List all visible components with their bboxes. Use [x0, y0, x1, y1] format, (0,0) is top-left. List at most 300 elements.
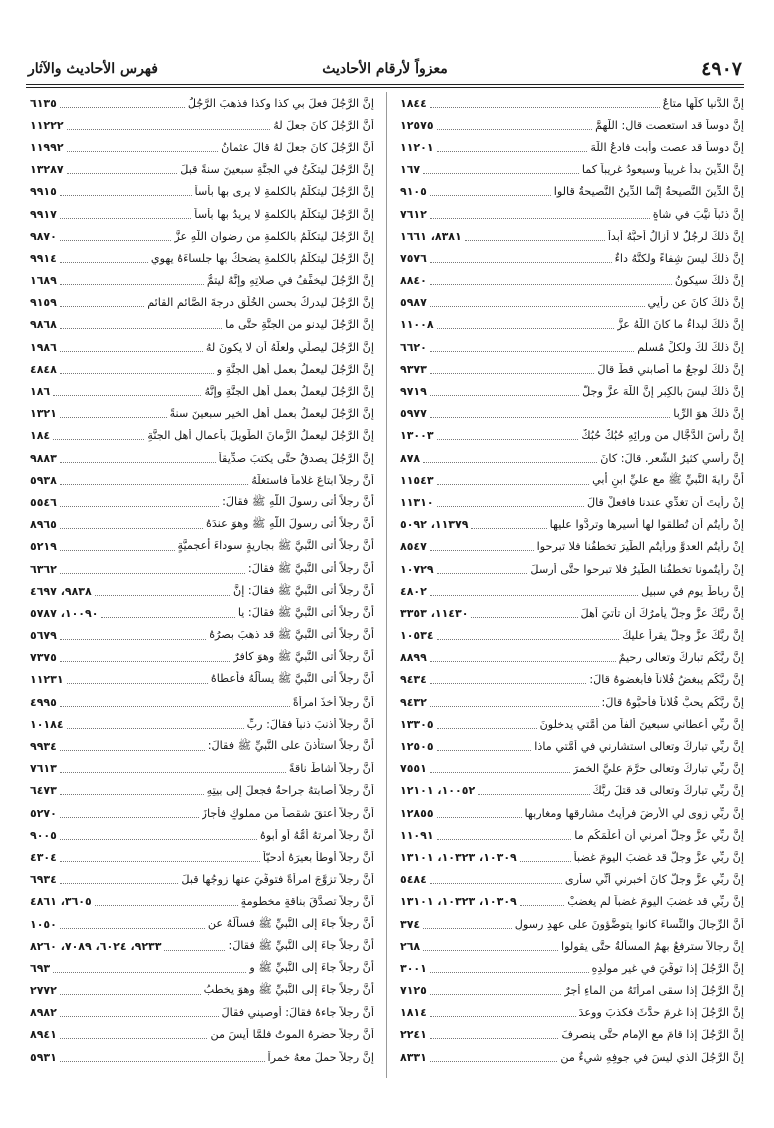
- entry-number: ١٦٧: [400, 163, 421, 177]
- index-entry: [30, 225, 374, 247]
- entry-text: أنَّ رجلاً حضرهُ الموتُ فلمَّا أيسَ من: [210, 1028, 374, 1042]
- index-entry: [30, 425, 374, 447]
- leader-dots: [423, 920, 512, 929]
- index-entry: [30, 891, 374, 913]
- leader-dots: [95, 587, 230, 596]
- leader-dots: [60, 210, 191, 219]
- leader-dots: [60, 742, 205, 751]
- entry-number: ١٨١٤: [400, 1006, 427, 1020]
- entry-number: ٥٩٨٧: [400, 296, 427, 310]
- index-entry: [30, 92, 374, 114]
- index-entry: [400, 469, 744, 491]
- entry-number: ٨٣٨١، ١٦٦١: [400, 229, 462, 243]
- entry-number: ١٦٨٩: [30, 274, 57, 288]
- entry-text: إنَّ ذلكَ لكَ ولكلِّ مُسلمٍ: [637, 340, 744, 354]
- index-entry: [30, 358, 374, 380]
- entry-text: إنَّ دوساً قد عصت وأبت فادعُ اللَّهَ: [590, 140, 744, 154]
- entry-text: إنَّ رباطَ يومٍ في سبيلِ: [641, 584, 744, 598]
- entry-number: ٩٨٨٣: [30, 451, 57, 465]
- entry-number: ٩٩١٥: [30, 185, 57, 199]
- entry-number: ١٨٦: [30, 385, 51, 399]
- index-entry: [30, 558, 374, 580]
- entry-number: ١١٣١٠: [400, 495, 434, 509]
- entry-number: ٣٦٠٥، ٤٨٦١: [30, 895, 92, 909]
- entry-text: إنَّ ذلكَ ليسَ بالكِبرِ إنَّ اللَّهَ عزَّ وجلَّ: [582, 385, 744, 399]
- entry-text: إنَّ ربَّكَ عزَّ وجلَّ يقرأُ عليكَ: [622, 629, 744, 643]
- index-entry: [400, 403, 744, 425]
- leader-dots: [60, 520, 203, 529]
- leader-dots: [430, 653, 616, 662]
- entry-number: ٥٩٧٧: [400, 407, 427, 421]
- entry-text: إنَّ ذلكَ لرجُلٌ لا أزالُ أحبُّهُ أبداً: [607, 229, 744, 243]
- index-entry: [400, 358, 744, 380]
- entry-number: ٩٤٣٤: [400, 673, 427, 687]
- entry-number: ٩٨٧٠: [30, 229, 57, 243]
- entry-number: ٣٠٠١: [400, 961, 427, 975]
- entry-number: ٥٢١٩: [30, 540, 57, 554]
- entry-number: ١٠٥٣٤: [400, 629, 434, 643]
- entry-text: إنَّ رجالاً سترفعُ بهمُ المسألةُ حتَّى يقولوا: [561, 939, 744, 953]
- entry-number: ٩٧١٩: [400, 385, 427, 399]
- index-entry: [30, 403, 374, 425]
- page-header: [26, 58, 744, 82]
- entry-text: أنَّ رجلاً أتى النَّبيَّ ﷺ وهوَ كافرٌ: [233, 650, 374, 664]
- leader-dots: [67, 121, 271, 130]
- leader-dots: [437, 565, 528, 574]
- entry-number: ١٢٥٠٥: [400, 740, 434, 754]
- entry-text: أنَّ رجلاً تصدَّقَ بناقةٍ مخطومةٍ: [240, 895, 374, 909]
- entry-text: إنَّ الرَّجُلَ ليصلِّي ولعلَّهُ أن لا يكونَ لهُ: [205, 340, 374, 354]
- entry-text: إنَّ الرَّجُلَ ليعملُ بعملِ أهلِ الخيرِ سبعينَ سنةً: [169, 407, 374, 421]
- entry-text: إنَّ الرَّجُلَ إذا غرمَ حدَّثَ فكذبَ ووعدَ: [578, 1006, 744, 1020]
- entry-number: ٥٦٧٩: [30, 629, 57, 643]
- leader-dots: [60, 809, 199, 818]
- entry-number: ٦٦٢٠: [400, 340, 427, 354]
- leader-dots: [60, 986, 201, 995]
- leader-dots: [60, 409, 167, 418]
- entry-number: ٩٢٣٣، ٦٠٢٤، ٧٠٨٩، ٨٢٦٠: [30, 939, 162, 953]
- entry-text: أنَّ رجلاً جاءَ إلى النَّبيِّ ﷺ فسألَهُ عن: [207, 916, 374, 930]
- index-entry: [400, 514, 744, 536]
- index-entry: [400, 159, 744, 181]
- leader-dots: [437, 143, 588, 152]
- entry-text: إنَّ الرَّجُلَ إذا سقى امرأتَهُ من الماءِ أجرٌ: [564, 984, 744, 998]
- entry-text: إنَّ ربِّي أعطاني سبعينَ ألفاً من أمَّتي يدخلونَ: [539, 717, 744, 731]
- index-entry: [30, 247, 374, 269]
- index-entry: [30, 1002, 374, 1024]
- index-entry: [30, 758, 374, 780]
- entry-text: أنَّ رجلاً أتى النَّبيَّ ﷺ فقالَ: يا: [237, 605, 374, 619]
- entry-text: أنَّ رجلاً أعتقَ شقصاً من مملوكٍ فأجازَ: [201, 806, 374, 820]
- leader-dots: [430, 1053, 557, 1062]
- leader-dots: [60, 232, 171, 241]
- leader-dots: [60, 875, 179, 884]
- entry-text: أنَّ الرَّجُلَ كانَ جعلَ لهُ قالَ عثمانُ: [221, 140, 374, 154]
- leader-dots: [520, 897, 564, 906]
- leader-dots: [430, 542, 534, 551]
- entry-text: إنَّ الرَّجُلَ ليخفِّفُ في صلاتِهِ وإنَّهُ ليتمُّ: [206, 274, 374, 288]
- entry-number: ٨٣٣١: [400, 1050, 427, 1064]
- entry-number: ٩٨٣٨، ٤٦٩٧: [30, 584, 92, 598]
- index-entry: [400, 713, 744, 735]
- entry-text: أنَّ رجلاً أتى رسولَ اللَّهِ ﷺ وهوَ عندَهُ: [205, 517, 374, 531]
- index-entry: [30, 735, 374, 757]
- index-entry: [30, 869, 374, 891]
- index-entry: [30, 580, 374, 602]
- index-entry: [30, 669, 374, 691]
- entry-text: أنَّ رجلاً أتى النَّبيَّ ﷺ يسألُهُ فأعطاهُ: [210, 672, 374, 686]
- leader-dots: [437, 320, 614, 329]
- leader-dots: [60, 698, 290, 707]
- entry-number: ١٣٣٠٥: [400, 717, 434, 731]
- entry-number: ٨٨٩٩: [400, 651, 427, 665]
- leader-dots: [60, 276, 204, 285]
- leader-dots: [60, 454, 216, 463]
- leader-dots: [53, 964, 246, 973]
- leader-dots: [67, 720, 244, 729]
- leader-dots: [60, 653, 230, 662]
- entry-text: إنْ رأيتَ أن تغدِّي عندنا فافعلْ قالَ: [586, 495, 744, 509]
- leader-dots: [60, 786, 204, 795]
- leader-dots: [53, 431, 144, 440]
- index-entry: [30, 780, 374, 802]
- index-entry: [30, 602, 374, 624]
- entry-number: ٨٩٨٢: [30, 1006, 57, 1020]
- entry-number: ٩٩١٤: [30, 251, 57, 265]
- leader-dots: [60, 764, 286, 773]
- column-divider: [386, 92, 387, 1078]
- index-entry: [400, 780, 744, 802]
- entry-text: إنَّ ربِّي عزَّ وجلَّ أمرني أن أعلِّمَكُم ما: [574, 828, 744, 842]
- entry-number: ٩٠٠٥: [30, 828, 57, 842]
- index-entry: [400, 380, 744, 402]
- entry-text: أنَّ رجلاً أتى النَّبيَّ ﷺ فقالَ:: [247, 561, 374, 575]
- entry-text: أنَّ رجلاً استأذنَ على النَّبيِّ ﷺ فقالَ:: [207, 739, 374, 753]
- entry-text: إنَّ الدِّينَ بدأَ غريباً وسيعودُ غريباً كما: [581, 163, 744, 177]
- leader-dots: [430, 1008, 576, 1017]
- index-entry: [400, 913, 744, 935]
- header-rule-top: [26, 84, 744, 85]
- index-entry: [30, 935, 374, 957]
- leader-dots: [430, 298, 645, 307]
- entry-number: ٢٢٤١: [400, 1028, 427, 1042]
- entry-number: ١٠٠٩٠، ٥٧٨٧: [30, 606, 99, 620]
- index-entry: [400, 980, 744, 1002]
- leader-dots: [430, 254, 612, 263]
- entry-number: ٥٩٣٨: [30, 473, 57, 487]
- index-entry: [400, 203, 744, 225]
- entry-text: إنَّ الدُّنيا كلُّها متاعٌ: [662, 96, 744, 110]
- entry-text: إنَّ الرَّجُلَ إذا توفِّيَ في غيرِ مولدِهِ: [591, 961, 744, 975]
- index-entry: [30, 203, 374, 225]
- entry-number: ٤٣٠٤: [30, 850, 57, 864]
- leader-dots: [430, 187, 551, 196]
- entry-text: إنَّ الرَّجُلَ ليتكِّئُ في الجنَّةِ سبعينَ سنةً قبلَ: [180, 163, 374, 177]
- index-entry: [400, 536, 744, 558]
- index-entry: [400, 1046, 744, 1068]
- index-entry: [400, 869, 744, 891]
- leader-dots: [60, 99, 185, 108]
- entry-number: ١١٢٠١: [400, 140, 434, 154]
- entry-number: ١١٠٩١: [400, 828, 434, 842]
- leader-dots: [437, 720, 537, 729]
- entry-text: إنَّ ذلكَ لوجعٌ ما أصابني قطُّ قالَ: [597, 362, 744, 376]
- center-title: معزواً لأرقام الأحاديث: [322, 61, 448, 77]
- index-entry: [400, 647, 744, 669]
- index-entry: [30, 691, 374, 713]
- entry-text: إنَّ الرَّجُلَ الذي ليسَ في جوفِهِ شيءٌ من: [560, 1050, 744, 1064]
- index-entry: [30, 625, 374, 647]
- index-entry: [30, 469, 374, 491]
- entry-text: أنَّ رجلاً جاءَ إلى النَّبيِّ ﷺ فقالَ:: [228, 938, 374, 952]
- index-entry: [400, 336, 744, 358]
- leader-dots: [60, 298, 144, 307]
- entry-number: ٧٣٧٥: [30, 651, 57, 665]
- entry-text: إنَّ رأسَ الدَّجَّالِ من ورائِهِ حُبُكٌ حُبُكٌ: [581, 429, 744, 443]
- entry-text: إنَّ ربَّكُم تباركَ وتعالى رحيمٌ: [618, 651, 744, 665]
- entry-text: أنَّ رجلاً تزوَّجَ امرأةً فتوفِّيَ عنها زوجُها قبلَ: [181, 873, 374, 887]
- leader-dots: [465, 232, 605, 241]
- leader-dots: [430, 964, 589, 973]
- leader-dots: [430, 99, 660, 108]
- leader-dots: [430, 875, 562, 884]
- leader-dots: [430, 698, 599, 707]
- entry-text: أنَّ رجلاً أخذَ امرأةً: [292, 695, 374, 709]
- index-entry: [30, 913, 374, 935]
- leader-dots: [437, 831, 572, 840]
- index-entry: [30, 802, 374, 824]
- entry-number: ٧٥٥١: [400, 762, 427, 776]
- entry-text: إنَّ ربِّي عزَّ وجلَّ قد غضبَ اليومَ غضباً: [573, 850, 744, 864]
- index-entry: [30, 447, 374, 469]
- index-entry: [30, 713, 374, 735]
- entry-number: ٨٧٨: [400, 451, 421, 465]
- entry-text: أنَّ رجلاً أصابتهُ جراحةٌ فجعلَ إلى بيتِهِ: [206, 784, 374, 798]
- entry-text: إنَّ ربَّكُم يحبُّ فُلاناً فأحبُّوهُ قالَ:: [601, 695, 744, 709]
- entry-number: ٢٧٧٢: [30, 984, 57, 998]
- entry-text: إنَّ الرَّجُلَ يصدقُ حتَّى يكتبَ صدِّيقاً: [218, 451, 374, 465]
- index-entry: [400, 802, 744, 824]
- index-entry: [400, 181, 744, 203]
- entry-number: ٩٨٦٨: [30, 318, 57, 332]
- leader-dots: [60, 498, 219, 507]
- entry-text: إنَّ الدِّينَ النَّصيحةُ إنَّما الدِّينُ النَّصيحةُ قالوا: [553, 185, 744, 199]
- entry-number: ٥٤٨٤: [400, 873, 427, 887]
- index-entry: [30, 1024, 374, 1046]
- index-entry: [30, 846, 374, 868]
- entry-text: إنَّ ذلكَ لبداءُ ما كانَ اللَّهُ عزَّ: [617, 318, 744, 332]
- index-entry: [400, 425, 744, 447]
- entry-number: ١٢٨٥٥: [400, 806, 434, 820]
- leader-dots: [430, 343, 634, 352]
- left-column: [30, 92, 374, 1068]
- entry-number: ٩٤٣٢: [400, 695, 427, 709]
- entry-text: أنَّ رجلاً جاءهُ فقالَ: أوصيني فقالَ: [221, 1006, 374, 1020]
- index-entry: [400, 957, 744, 979]
- index-entry: [400, 92, 744, 114]
- entry-number: ٥٩٣١: [30, 1050, 57, 1064]
- entry-number: ٢٦٨: [400, 939, 421, 953]
- entry-number: ٩١٠٥: [400, 185, 427, 199]
- entry-number: ٤٨٠٢: [400, 584, 427, 598]
- entry-text: أنَّ رجلاً ابتاعَ غلاماً فاستغلَّهُ: [251, 473, 374, 487]
- leader-dots: [60, 476, 248, 485]
- index-entry: [30, 824, 374, 846]
- entry-number: ٦٤٧٣: [30, 784, 57, 798]
- index-entry: [400, 558, 744, 580]
- leader-dots: [60, 1030, 208, 1039]
- leader-dots: [60, 343, 203, 352]
- index-entry: [400, 824, 744, 846]
- index-entry: [400, 580, 744, 602]
- entry-number: ٩٣٧٣: [400, 362, 427, 376]
- entry-text: إنَّ الرَّجُلَ ليدنو من الجنَّةِ حتَّى ما: [225, 318, 374, 332]
- entry-number: ١١٢٢٢: [30, 118, 64, 132]
- entry-text: إنَّ ربِّي زوى لي الأرضَ فرأيتُ مشارقها ومغاربها: [524, 806, 744, 820]
- entry-number: ١٠٣٠٩، ١٠٣٢٣، ١٣١٠١: [400, 850, 517, 864]
- entry-number: ٤٨٤٨: [30, 362, 57, 376]
- leader-dots: [60, 365, 214, 374]
- leader-dots: [95, 897, 238, 906]
- right-column: [400, 92, 744, 1068]
- index-entry: [400, 758, 744, 780]
- leader-dots: [430, 409, 670, 418]
- index-entry: [30, 536, 374, 558]
- entry-text: أنَّ رجلاً أوطأَ بعيرَهُ أدحيّاً: [262, 850, 374, 864]
- entry-text: إنَّ الرَّجُلَ ليعملُ بعملِ أهلِ الجنَّةِ و: [216, 362, 374, 376]
- entry-text: إنَّ ربَّكَ عزَّ وجلَّ يأمرُكَ أن تأتيَ أهلَ: [580, 606, 744, 620]
- index-entry: [30, 270, 374, 292]
- entry-text: إنَّ الرَّجُلَ ليعملُ الزَّمانَ الطَّويلَ بأعمالِ أهلِ الجنَّةِ: [147, 429, 374, 443]
- leader-dots: [60, 920, 205, 929]
- index-entry: [30, 314, 374, 336]
- index-entry: [400, 1024, 744, 1046]
- entry-number: ١٣٢١: [30, 407, 57, 421]
- leader-dots: [60, 831, 257, 840]
- entry-number: ١٨٤٤: [400, 96, 427, 110]
- entry-text: أنَّ رايةَ النَّبيِّ ﷺ مع عليِّ ابنِ أبي: [592, 472, 744, 486]
- index-entry: [400, 891, 744, 913]
- index-entry: [400, 735, 744, 757]
- leader-dots: [60, 320, 222, 329]
- entry-text: أنَّ رجلاً أشاطَ ناقةً: [288, 762, 374, 776]
- leader-dots: [478, 786, 589, 795]
- leader-dots: [164, 942, 225, 951]
- entry-number: ١١٩٩٢: [30, 140, 64, 154]
- entry-text: أنَّ الرِّجالَ والنِّساءَ كانوا يتوضَّؤونَ على عهدِ رسولِ: [514, 917, 744, 931]
- entry-number: ٨٨٤٠: [400, 274, 427, 288]
- leader-dots: [430, 675, 586, 684]
- entry-number: ٣٧٤: [400, 917, 421, 931]
- entry-text: إنَّ رأسي كثيرُ الشَّعرِ. قالَ: كانَ: [600, 451, 744, 465]
- index-title: فهرس الأحاديث والآثار: [28, 61, 158, 77]
- leader-dots: [430, 764, 570, 773]
- entry-number: ١١٤٣٠، ٣٣٥٣: [400, 606, 469, 620]
- index-entry: [30, 159, 374, 181]
- entry-text: إنْ رأيتُم العدوَّ ورأيتُم الطَّيرَ تخطفُنا فلا تبرحوا: [536, 540, 744, 554]
- leader-dots: [437, 121, 593, 130]
- entry-text: إنَّ ذلكَ هوَ الرِّبا: [673, 407, 744, 421]
- entry-number: ٤٩٩٥: [30, 695, 57, 709]
- entry-text: أنَّ الرَّجُلَ كانَ جعلَ لهُ: [273, 118, 374, 132]
- entry-number: ١٢٥٧٥: [400, 118, 434, 132]
- leader-dots: [430, 365, 595, 374]
- entry-text: إنْ رأيتُم أن تُطلقوا لها أسيرها وتردُّوا عليها: [549, 518, 744, 532]
- index-entry: [400, 691, 744, 713]
- index-entry: [30, 491, 374, 513]
- entry-text: إنَّ ذلكَ كانَ عن رأيي: [647, 296, 744, 310]
- index-entry: [400, 625, 744, 647]
- entry-number: ٧٦١٣: [30, 762, 57, 776]
- index-entry: [400, 314, 744, 336]
- index-entry: [30, 336, 374, 358]
- index-entry: [30, 181, 374, 203]
- entry-number: ١٠٧٢٩: [400, 562, 434, 576]
- entry-text: إنَّ رجلاً حملَ معهُ خمراً: [267, 1050, 374, 1064]
- leader-dots: [430, 276, 672, 285]
- leader-dots: [471, 609, 577, 618]
- leader-dots: [60, 853, 260, 862]
- leader-dots: [430, 587, 638, 596]
- entry-text: إنَّ دوساً قد استعصت قال: اللَّهمَّ: [595, 118, 744, 132]
- index-entry: [400, 225, 744, 247]
- leader-dots: [437, 631, 619, 640]
- index-entry: [400, 270, 744, 292]
- entry-number: ٦٣٦٢: [30, 562, 57, 576]
- leader-dots: [67, 165, 178, 174]
- entry-number: ١٣٠٠٣: [400, 429, 434, 443]
- leader-dots: [437, 498, 584, 507]
- index-entry: [400, 491, 744, 513]
- entry-number: ٧١٢٥: [400, 984, 427, 998]
- index-entry: [30, 957, 374, 979]
- leader-dots: [60, 565, 245, 574]
- entry-number: ٥٥٤٦: [30, 495, 57, 509]
- entry-text: إنَّ ذلكَ سيكونُ: [674, 274, 744, 288]
- entry-number: ١٠٠٥٢، ١٢١٠١: [400, 784, 476, 798]
- index-entry: [400, 669, 744, 691]
- entry-number: ١٠٣٠٩، ١٠٣٢٣، ١٣١٠١: [400, 895, 517, 909]
- entry-text: إنَّ الرَّجُلَ فعلَ بي كذا وكذا فذهبَ الرَّجُلُ: [187, 96, 374, 110]
- entry-text: إنْ رأيتُمونا تخطفُنا الطَّيرُ فلا تبرحوا حتَّى أرسلَ: [530, 562, 744, 576]
- entry-text: إنَّ ربِّي تباركَ وتعالى قد قتلَ ربَّكَ: [592, 784, 744, 798]
- index-entry: [30, 114, 374, 136]
- entry-number: ١٠١٨٤: [30, 717, 64, 731]
- index-entry: [400, 247, 744, 269]
- leader-dots: [67, 675, 208, 684]
- leader-dots: [430, 1030, 559, 1039]
- entry-text: إنَّ الرَّجُلَ ليتكلَّمُ بالكلمةِ لا يريدُ بها بأساً: [194, 207, 374, 221]
- entry-text: إنَّ الرَّجُلَ إذا قامَ مع الإمامِ حتَّى ينصرفَ: [561, 1028, 744, 1042]
- index-entry: [400, 846, 744, 868]
- leader-dots: [520, 853, 571, 862]
- entry-number: ٦١٣٥: [30, 96, 57, 110]
- leader-dots: [471, 520, 546, 529]
- entry-text: أنَّ رجلاً جاءَ إلى النَّبيِّ ﷺ وهوَ يخطبُ: [203, 983, 374, 997]
- entry-number: ٥٢٧٠: [30, 806, 57, 820]
- leader-dots: [430, 387, 579, 396]
- index-entry: [30, 647, 374, 669]
- index-entry: [30, 380, 374, 402]
- entry-text: إنَّ الرَّجُلَ ليدركُ بحسنِ الخُلُقِ درجةَ الصَّائمِ القائمِ: [147, 296, 374, 310]
- entry-text: إنَّ ربِّي عزَّ وجلَّ كانَ أخبرني أنِّي سأرى: [564, 873, 744, 887]
- leader-dots: [101, 609, 234, 618]
- entry-number: ١١٣٧٩، ٥٠٩٢: [400, 518, 469, 532]
- entry-number: ١١٠٠٨: [400, 318, 434, 332]
- leader-dots: [423, 942, 558, 951]
- entry-number: ١٠٥٠: [30, 917, 57, 931]
- entry-text: أنَّ رجلاً أمرتهُ أمُّهُ أو أبوهُ: [260, 828, 374, 842]
